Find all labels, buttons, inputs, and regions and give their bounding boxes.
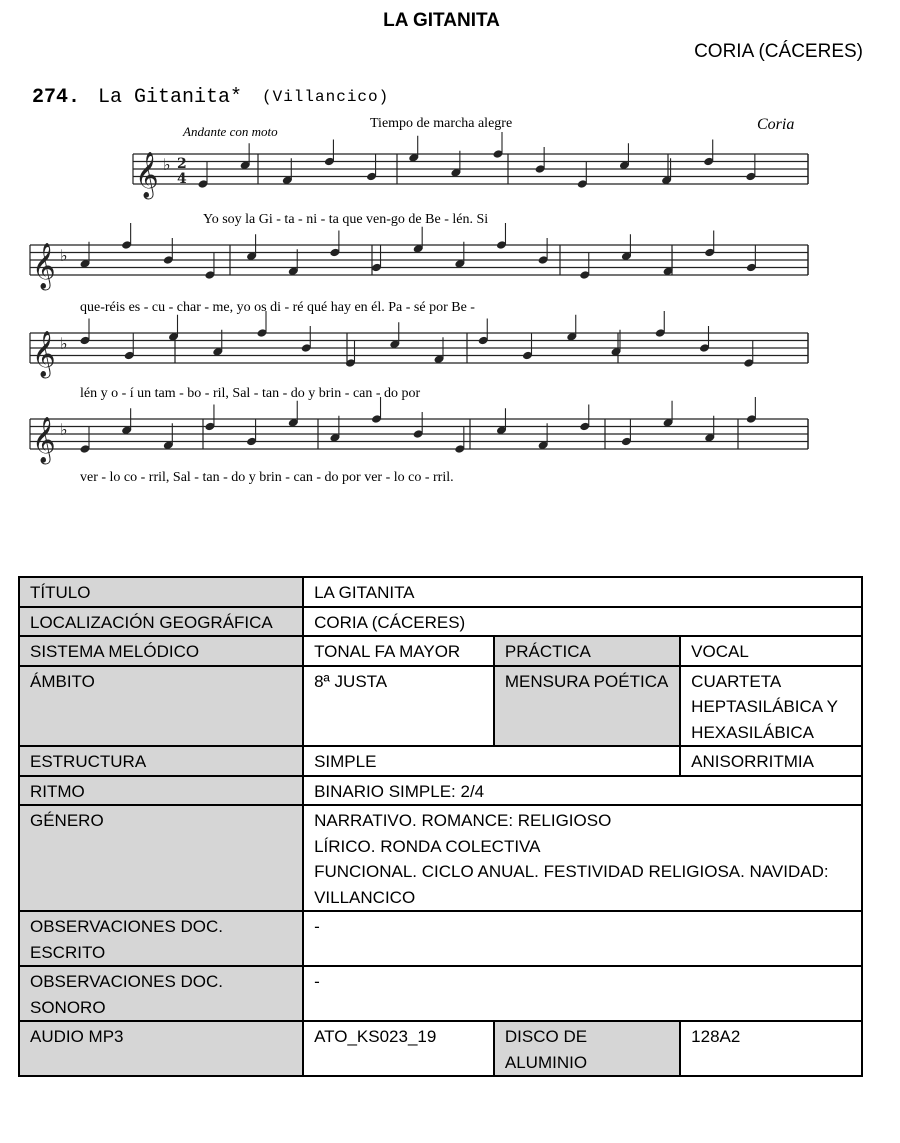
value-obs-escrito: -	[303, 911, 862, 966]
time-signature-top: 2	[177, 156, 187, 172]
label-localizacion: LOCALIZACIÓN GEOGRÁFICA	[19, 607, 303, 637]
label-obs-escrito: OBSERVACIONES DOC. ESCRITO	[19, 911, 303, 966]
row-genero	[19, 805, 862, 911]
value-titulo: LA GITANITA	[303, 577, 862, 607]
row-audio	[19, 1021, 862, 1076]
value-mensura: CUARTETA HEPTASILÁBICA Y HEXASILÁBICA	[680, 666, 862, 747]
genero-line-2: LÍRICO. RONDA COLECTIVA	[314, 836, 541, 856]
value-localizacion: CORIA (CÁCERES)	[303, 607, 862, 637]
value-disco: 128A2	[680, 1021, 862, 1076]
genero-line-1: NARRATIVO. ROMANCE: RELIGIOSO	[314, 811, 612, 830]
score-tempo: Andante con moto	[183, 124, 278, 139]
score-title: La Gitanita*	[98, 86, 243, 109]
treble-clef-icon: 𝄞	[32, 417, 56, 463]
value-ritmo: BINARIO SIMPLE: 2/4	[303, 776, 862, 806]
value-audio: ATO_KS023_19	[303, 1021, 494, 1076]
flat-icon: ♭	[60, 246, 68, 265]
time-signature-bottom: 4	[177, 171, 187, 187]
flat-icon: ♭	[60, 420, 68, 439]
treble-clef-icon: 𝄞	[135, 152, 159, 198]
page-title: LA GITANITA	[383, 10, 500, 31]
value-genero	[303, 805, 862, 911]
label-sistema: SISTEMA MELÓDICO	[19, 636, 303, 666]
lyric-line-2: que-réis es - cu - char - me, yo os di - ré qué hay en él. Pa - sé por Be -	[80, 300, 475, 315]
location-heading: CORIA (CÁCERES)	[694, 41, 863, 62]
info-table	[18, 576, 863, 1077]
label-audio: AUDIO MP3	[19, 1021, 303, 1076]
label-mensura: MENSURA POÉTICA	[494, 666, 680, 747]
label-titulo: TÍTULO	[19, 577, 303, 607]
flat-icon: ♭	[60, 334, 68, 353]
label-practica: PRÁCTICA	[494, 636, 680, 666]
value-obs-sonoro: -	[303, 966, 862, 1021]
label-ritmo: RITMO	[19, 776, 303, 806]
lyric-line-4: ver - lo co - rril, Sal - tan - do y brin - can - do por ver - lo co - rril.	[80, 470, 454, 485]
score-town: Coria	[757, 116, 795, 133]
row-estructura	[19, 746, 862, 776]
value-estructura-2: ANISORRITMIA	[680, 746, 862, 776]
row-ritmo	[19, 776, 862, 806]
row-localizacion	[19, 607, 862, 637]
row-obs-escrito	[19, 911, 862, 966]
value-ambito: 8ª JUSTA	[303, 666, 494, 747]
music-staves	[0, 0, 900, 500]
row-ambito	[19, 666, 862, 747]
row-sistema	[19, 636, 862, 666]
value-practica: VOCAL	[680, 636, 862, 666]
treble-clef-icon: 𝄞	[32, 331, 56, 377]
score-subtitle: (Villancico)	[262, 88, 390, 106]
label-genero: GÉNERO	[19, 805, 303, 911]
label-disco: DISCO DE ALUMINIO	[494, 1021, 680, 1076]
treble-clef-icon: 𝄞	[32, 243, 56, 289]
label-estructura: ESTRUCTURA	[19, 746, 303, 776]
flat-icon: ♭	[163, 155, 171, 174]
row-obs-sonoro	[19, 966, 862, 1021]
label-ambito: ÁMBITO	[19, 666, 303, 747]
genero-line-3: FUNCIONAL. CICLO ANUAL. FESTIVIDAD RELIGIOSA. NAVIDAD: VILLANCICO	[314, 862, 829, 907]
score-tempo-alt: Tiempo de marcha alegre	[370, 116, 513, 131]
score-number: 274.	[32, 86, 81, 109]
value-sistema: TONAL FA MAYOR	[303, 636, 494, 666]
label-obs-sonoro: OBSERVACIONES DOC. SONORO	[19, 966, 303, 1021]
lyric-line-1: Yo soy la Gi - ta - ni - ta que ven-go de Be - lén. Si	[203, 212, 489, 227]
value-estructura: SIMPLE	[303, 746, 680, 776]
lyric-line-3: lén y o - í un tam - bo - ril, Sal - tan - do y brin - can - do por	[80, 386, 421, 401]
row-titulo	[19, 577, 862, 607]
